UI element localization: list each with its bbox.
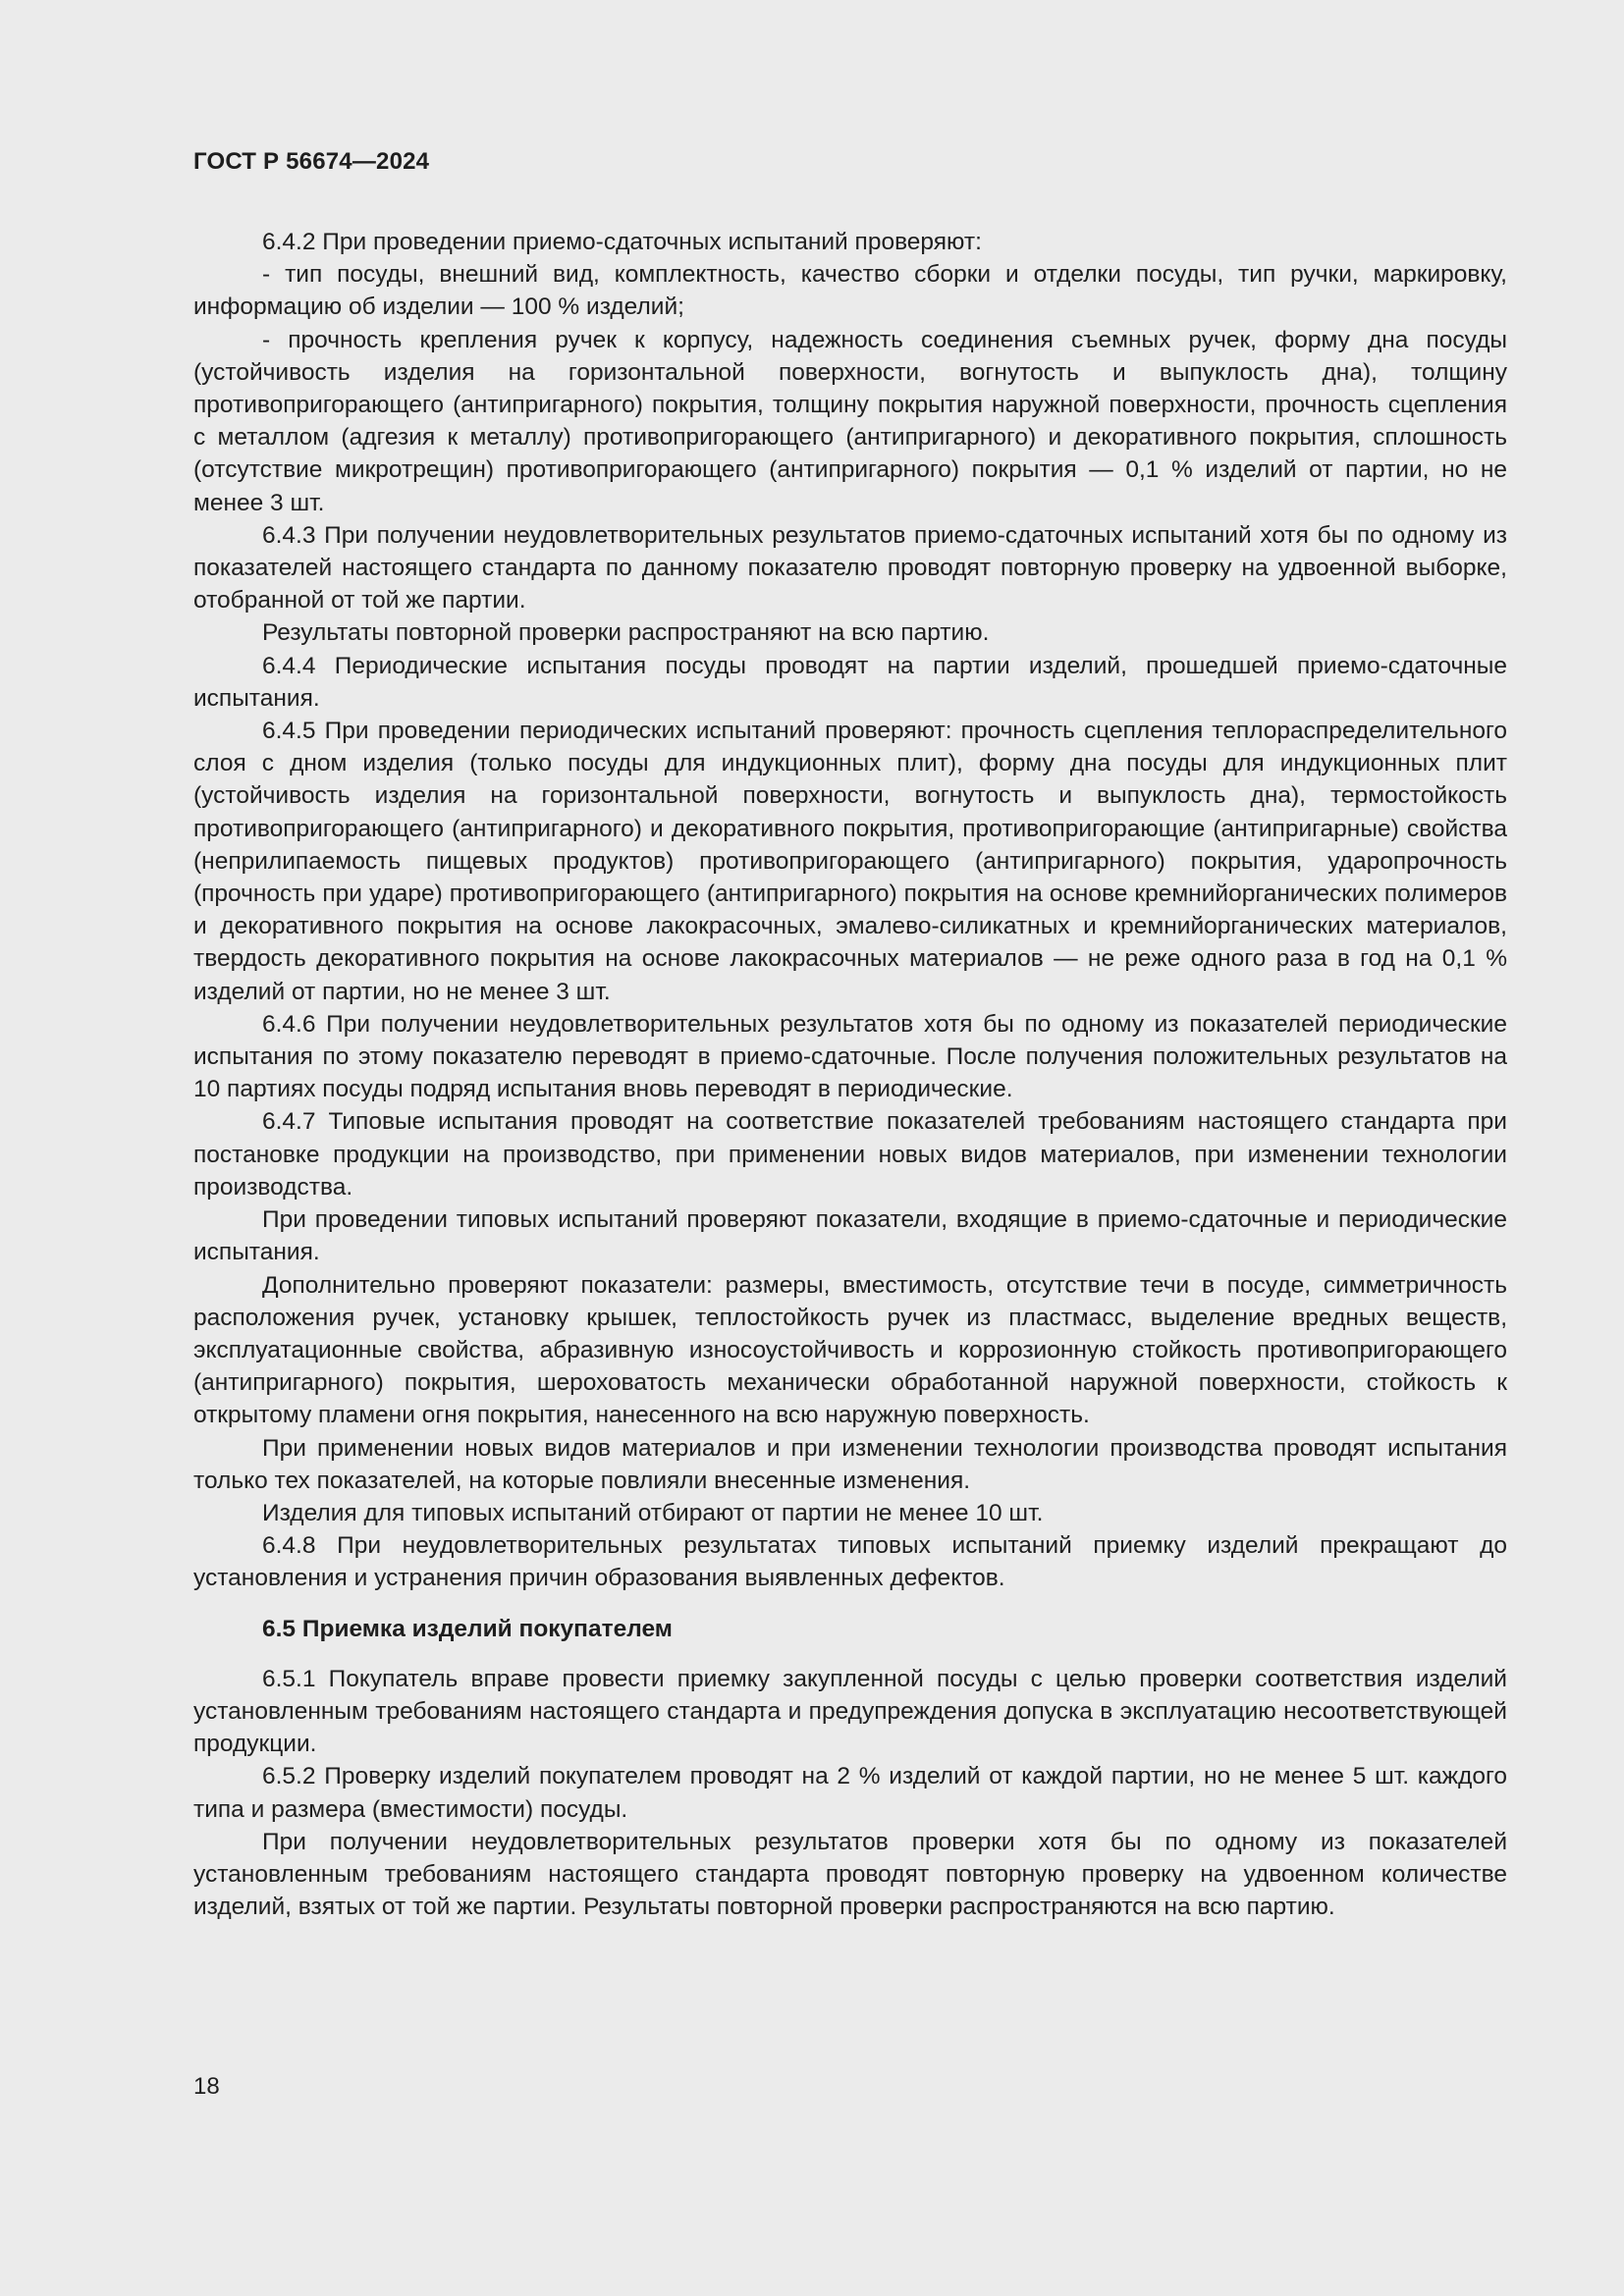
paragraph-6-4-3: 6.4.3 При получении неудовлетворительных результатов приемо-сдаточных испытаний хотя бы по одному из показателей настоящего стандарта по данному показателю проводят повторную проверку на удвоенной выборке, отобранной от той же партии. (193, 521, 1507, 614)
paragraph-6-4-8: 6.4.8 При неудовлетворительных результатах типовых испытаний приемку изделий прекращают до установления и устранения причин образования выявленных дефектов. (193, 1532, 1507, 1592)
paragraph-6-4-7-sampling: Изделия для типовых испытаний отбирают от партии не менее 10 шт. (262, 1499, 1044, 1526)
document-body (193, 226, 1507, 1923)
paragraph-6-4-5: 6.4.5 При проведении периодических испытаний проверяют: прочность сцепления теплораспределительного слоя с дном изделия (только посуды для индукционных плит), форму дна посуды для индукционных плит (устойчивость изделия на горизонтальной поверхности, вогнутость и выпуклость дна), термостойкость противопригорающего (антипригарного) и декоративного покрытия, противопригорающие (антипригарные) свойства (неприлипаемость пищевых продуктов) противопригорающего (антипригарного) покрытия, ударопрочность (прочность при ударе) противопригорающего (антипригарного) покрытия на основе кремнийорганических полимеров и декоративного покрытия на основе лакокрасочных, эмалево-силикатных и кремнийорганических материалов, твердость декоративного покрытия на основе лакокрасочных материалов — не реже одного раза в год на 0,1 % изделий от партии, но не менее 3 шт. (193, 718, 1507, 1005)
paragraph-6-4-2-item-2: - прочность крепления ручек к корпусу, надежность соединения съемных ручек, форму дна посуды (устойчивость изделия на горизонтальной поверхности, вогнутость и выпуклость дна), толщину противопригорающего (антипригарного) покрытия, толщину покрытия наружной поверхности, прочность сцепления с металлом (адгезия к металлу) противопригорающего (антипригарного) и декоративного покрытия, сплошность (отсутствие микротрещин) противопригорающего (антипригарного) покрытия — 0,1 % изделий от партии, но не менее 3 шт. (193, 326, 1507, 516)
paragraph-6-4-2-item-1: - тип посуды, внешний вид, комплектность, качество сборки и отделки посуды, тип ручки, маркировку, информацию об изделии — 100 % изделий; (193, 261, 1507, 321)
paragraph-6-5-1: 6.5.1 Покупатель вправе провести приемку закупленной посуды с целью проверки соответствия изделий установленным требованиям настоящего стандарта и предупреждения допуска в эксплуатацию несоответствующей продукции. (193, 1665, 1507, 1758)
paragraph-6-4-7-tests: При проведении типовых испытаний проверяют показатели, входящие в приемо-сдаточные и периодические испытания. (193, 1206, 1507, 1266)
paragraph-6-4-7-new-materials: При применении новых видов материалов и при изменении технологии производства проводят испытания только тех показателей, на которые повлияли внесенные изменения. (193, 1434, 1507, 1494)
paragraph-6-4-6: 6.4.6 При получении неудовлетворительных результатов хотя бы по одному из показателей периодические испытания по этому показателю переводят в приемо-сдаточные. После получения положительных результатов на 10 партиях посуды подряд испытания вновь переводят в периодические. (193, 1010, 1507, 1103)
paragraph-6-4-7: 6.4.7 Типовые испытания проводят на соответствие показателей требованиям настоящего стандарта при постановке продукции на производство, при применении новых видов материалов, при изменении технологии производства. (193, 1108, 1507, 1201)
paragraph-6-4-7-additional: Дополнительно проверяют показатели: размеры, вместимость, отсутствие течи в посуде, симметричность расположения ручек, установку крышек, теплостойкость ручек из пластмасс, выделение вредных веществ, эксплуатационные свойства, абразивную износоустойчивость и коррозионную стойкость противопригорающего (антипригарного) покрытия, шероховатость механически обработанной наружной поверхности, стойкость к открытому пламени огня покрытия, нанесенного на всю наружную поверхность. (193, 1271, 1507, 1429)
page-number: 18 (193, 2073, 220, 2100)
section-heading-6-5: 6.5 Приемка изделий покупателем (262, 1615, 673, 1642)
paragraph-6-5-2: 6.5.2 Проверку изделий покупателем проводят на 2 % изделий от каждой партии, но не менее 5 шт. каждого типа и размера (вместимости) посуды. (193, 1763, 1507, 1823)
paragraph-6-4-2: 6.4.2 При проведении приемо-сдаточных испытаний проверяют: (262, 229, 982, 255)
paragraph-6-4-4: 6.4.4 Периодические испытания посуды проводят на партии изделий, прошедшей приемо-сдаточные испытания. (193, 652, 1507, 712)
paragraph-6-5-2-retest: При получении неудовлетворительных результатов проверки хотя бы по одному из показателей установленным требованиям настоящего стандарта проводят повторную проверку на удвоенном количестве изделий, взятых от той же партии. Результаты повторной проверки распространяются на всю партию. (193, 1828, 1507, 1921)
paragraph-6-4-3-result: Результаты повторной проверки распространяют на всю партию. (262, 619, 990, 647)
document-header: ГОСТ Р 56674—2024 (193, 148, 430, 175)
